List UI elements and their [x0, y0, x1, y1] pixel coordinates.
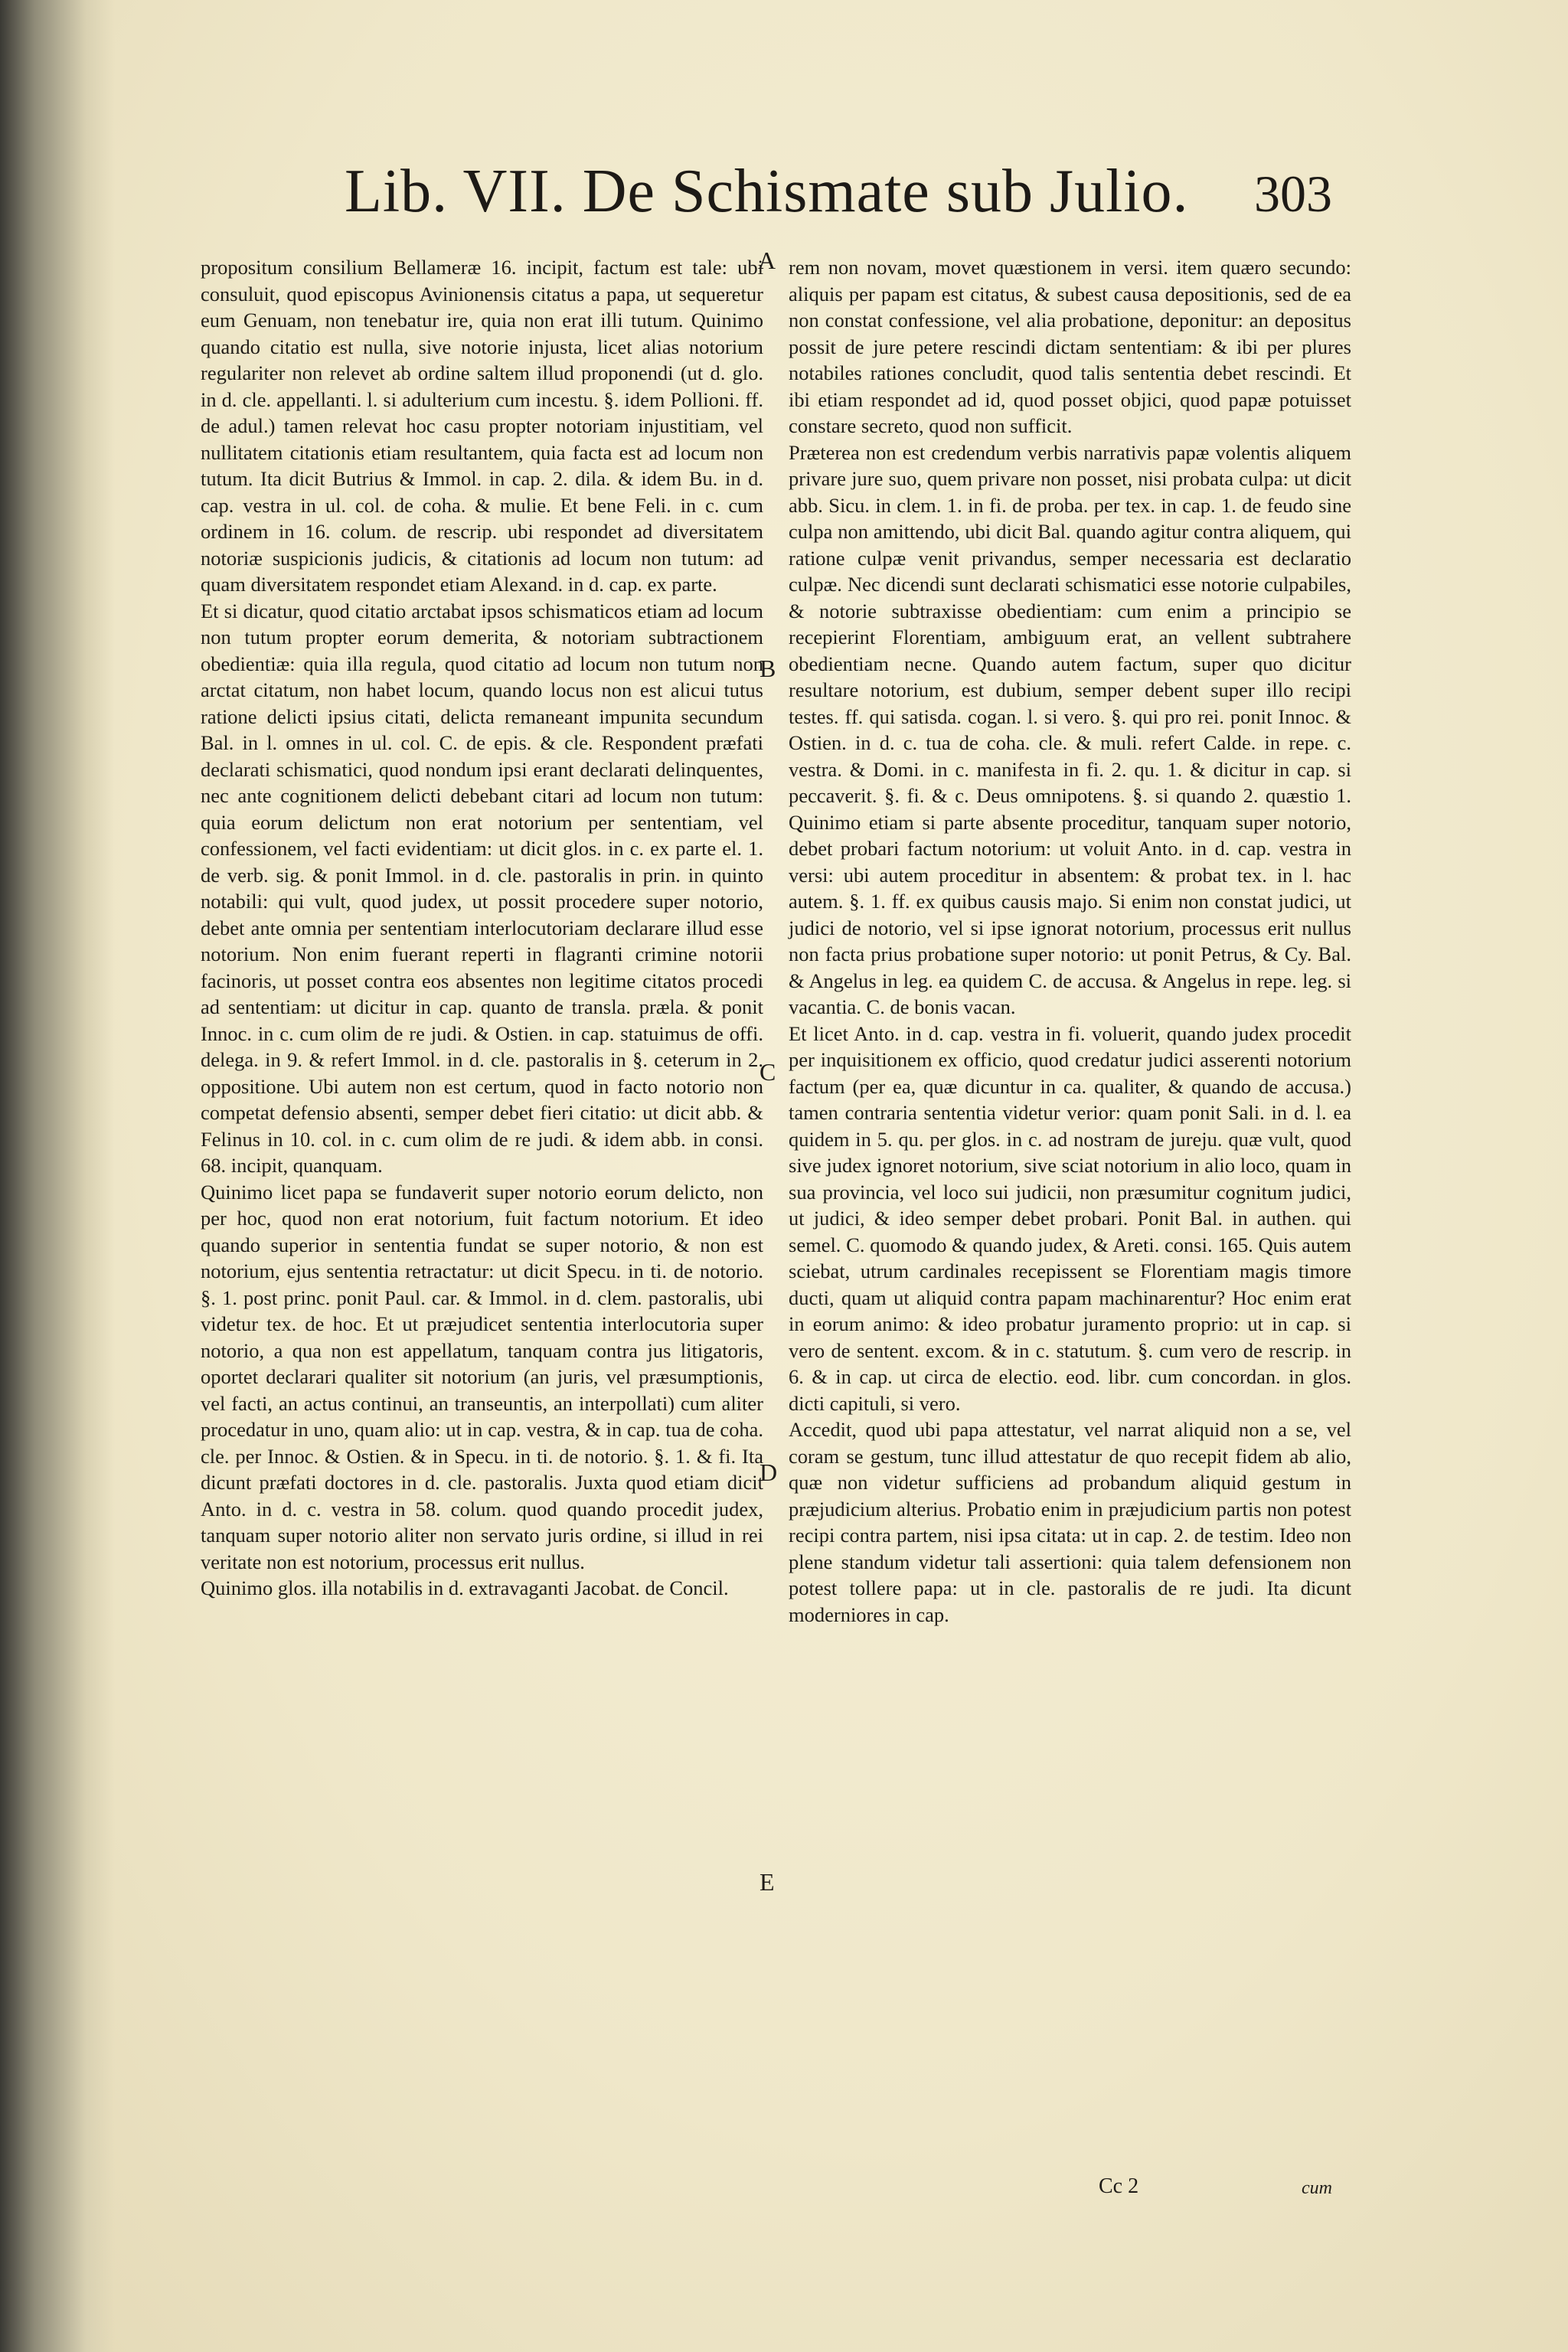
margin-letter-b: B: [760, 655, 776, 682]
margin-letter-d: D: [760, 1459, 778, 1486]
binding-gutter: [0, 0, 115, 2352]
margin-letter-e: E: [760, 1868, 775, 1896]
margin-letter-c: C: [760, 1058, 776, 1086]
catchword: cum: [1302, 2178, 1332, 2198]
page-number: 303: [1254, 165, 1332, 223]
text-column-right: rem non novam, movet quæstionem in versi. item quæro secundo: aliquis per papam est citatus, & subest causa depositionis, sed de ea non constat confessione, vel alia probatione, deponitur: an depositus possit de jure petere rescindi dictam sententiam: & ibi per plures notabiles rationes concludit, quod talis sententia debet rescindi. Et ibi etiam respondet ad id, quod posset objici, quod papæ potuisset constare secreto, quod non sufficit. Præterea non est credendum verbis narrativis papæ volentis aliquem privare jure suo, quem privare non posset, nisi probata culpa: ut dicit abb. Sicu. in clem. 1. in fi. de proba. per tex. in cap. 1. de feudo sine culpa non amittendo, ubi dicit Bal. quando agitur contra aliquem, qui ratione culpæ venit privandus, semper necessaria est declaratio culpæ. Nec dicendi sunt declarati schismatici esse notorie culpabiles, & notorie subtraxisse obedientiam: cum enim a principio se recepierint Florentiam, ambiguum erat, an vellent subtrahere obedientiam necne. Quando autem factum, super quo dicitur resultare notorium, est dubium, semper debent super illo recipi testes. ff. qui satisda. cogan. l. si vero. §. qui pro rei. ponit Innoc. & Ostien. in d. c. tua de coha. cle. & muli. refert Calde. in repe. c. vestra. & Domi. in c. manifesta in fi. 2. qu. 1. & dicitur in cap. si peccaverit. §. fi. & c. Deus omnipotens. §. si quando 2. quæstio 1. Quinimo etiam si parte absente proceditur, tanquam super notorio, debet probari factum notorium: ut voluit Anto. in d. cap. vestra in versi: ubi autem proceditur in absentem: & probat tex. in l. hac autem. §. 1. ff. ex quibus causis majo. Si enim non constat judici, ut judici de notorio, vel si ipse ignorat notorium, processus erit nullus non facta prius probatione super notorio: ut ponit Petrus, & Cy. Bal. & Angelus in leg. ea quidem C. de accusa. & Angelus in repe. leg. si vacantia. C. de bonis vacan. Et licet Anto. in d. cap. vestra in fi. voluerit, quando judex procedit per inquisitionem ex officio, quod credatur judici asserenti notorium factum (per ea, quæ dicuntur in ca. qualiter, & quando de accusa.) tamen contraria sententia videtur verior: quam ponit Sali. in d. l. ea quidem in 5. qu. per glos. in c. ad nostram de jureju. quæ vult, quod sive judex ignoret notorium, sive sciat notorium in alio loco, quam in sua provincia, vel loco sui judicii, non præsumitur cognitum judici, ut judici, & ideo semper debet probari. Ponit Bal. in authen. qui semel. C. quomodo & quando judex, & Areti. consi. 165. Quis autem sciebat, utrum cardinales recepissent se Florentiam magis timore ducti, quam ut aliquid contra papam machinarentur? Hoc enim erat in eorum animo: & ideo probatur juramento proprio: ut in cap. si vero de sentent. excom. & in c. statutum. §. cum vero de rescrip. in 6. & in cap. ut circa de electio. eod. libr. cum concordan. in glos. dicti capituli, si vero. Accedit, quod ubi papa attestatur, vel narrat aliquid non a se, vel coram se gestum, tunc illud attestatur de quo recepit fidem ab alio, quæ non videtur sufficiens ad probandum aliquid gestum in præjudicium alterius. Probatio enim in præjudicium partis non potest recipi contra partem, nisi ipsa citata: ut in cap. 2. de testim. Ideo non plene standum videtur tali assertioni: quia talem defensionem non potest tollere papa: ut in cle. pastoralis de re judi. Ita dicunt moderniores in cap.: [789, 256, 1351, 1626]
page-header: [345, 157, 1332, 234]
text-column-left: propositum consilium Bellameræ 16. incipit, factum est tale: ubi consuluit, quod episcopus Avinionensis citatus a papa, ut sequeretur eum Genuam, non tenebatur ire, quia non erat illi tutum. Quinimo quando citatio est nulla, sive notorie injusta, licet alias notorium regulariter non relevet ab ordine saltem illud proponendi (ut d. glo. in d. cle. appellanti. l. si adulterium cum incestu. §. idem Pollioni. ff. de adul.) tamen relevat hoc casu propter notoriam injustitiam, vel nullitatem citationis etiam resultantem, quia facta est ad locum non tutum. Ita dicit Butrius & Immol. in cap. 2. dila. & idem Bu. in d. cap. vestra in ul. col. de coha. & mulie. Et bene Feli. in c. cum ordinem in 16. colum. de rescrip. ubi respondet ad diversitatem notoriæ suspicionis judicis, & citationis ad locum non tutum: ad quam diversitatem respondet etiam Alexand. in d. cap. ex parte. Et si dicatur, quod citatio arctabat ipsos schismaticos etiam ad locum non tutum propter eorum demerita, & notoriam subtractionem obedientiæ: quia illa regula, quod citatio ad locum non tutum non arctat citatum, non habet locum, quando locus non est alicui tutus ratione delicti ipsius citati, delicta remaneant impunita secundum Bal. in l. omnes in ul. col. C. de epis. & cle. Respondent præfati declarati schismatici, quod nondum ipsi erant declarati delinquentes, nec ante cognitionem delicti debebant citari ad locum non tutum: quia eorum delictum non erat notorium per sententiam, vel confessionem, vel facti evidentiam: ut dicit glos. in c. ex parte el. 1. de verb. sig. & ponit Immol. in d. cle. pastoralis in prin. in quinto notabili: qui vult, quod judex, ut possit procedere super notorio, debet ante omnia per sententiam interlocutoriam declarare illud esse notorium. Non enim fuerant reperti in flagranti crimine notorii facinoris, ut posset contra eos absentes non legitime citatos procedi ad sententiam: ut dicitur in cap. quanto de transla. præla. & ponit Innoc. in c. cum olim de re judi. & Ostien. in cap. statuimus de offi. delega. in 9. & refert Immol. in d. cle. pastoralis in §. ceterum in 2. oppositione. Ubi autem non est certum, quod in facto notorio non competat defensio absenti, semper debet fieri citatio: ut dicit abb. & Felinus in 10. col. in c. cum olim de re judi. & idem abb. in consi. 68. incipit, quanquam. Quinimo licet papa se fundaverit super notorio eorum delicto, non per hoc, quod non erat notorium, fuit factum notorium. Et ideo quando superior in sententia fundat se super notorio, & non est notorium, ejus sententia retractatur: ut dicit Specu. in ti. de notorio. §. 1. post princ. ponit Paul. car. & Immol. in d. clem. pastoralis, ubi videtur tex. de hoc. Et ut præjudicet sententia interlocutoria super notorio, a qua non est appellatum, tanquam contra jus litigatoris, oportet declarari qualiter sit notorium (an juris, vel præsumptionis, vel facti, an actus continui, an transeuntis, an interpollati) cum aliter procedatur in uno, quam alio: ut in cap. vestra, & in cap. tua de coha. cle. per Innoc. & Ostien. & in Specu. in ti. de notorio. §. 1. & fi. Ita dicunt præfati doctores in d. cle. pastoralis. Juxta quod etiam dicit Anto. in d. c. vestra in 58. colum. quod quando procedit judex, tanquam super notorio aliter non servato juris ordine, si illud in rei veritate non est notorium, processus erit nullus. Quinimo glos. illa notabilis in d. extravaganti Jacobat. de Concil.: [201, 256, 763, 1599]
margin-letter-a: A: [758, 247, 776, 274]
running-title: Lib. VII. De Schismate sub Julio.: [345, 158, 1189, 225]
signature-mark: Cc 2: [1099, 2174, 1139, 2198]
